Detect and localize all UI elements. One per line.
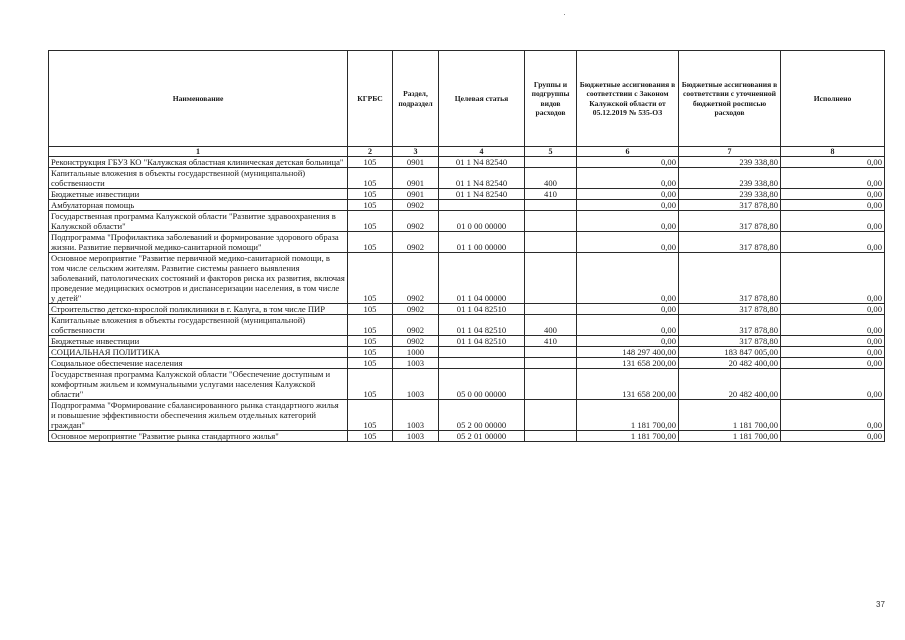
row-group <box>525 211 577 232</box>
row-name: Основное мероприятие "Развитие первичной медико-санитарной помощи, в том числе сельским жителям. Развитие системы раннего выявления заболеваний, патологических состояний и факторов риска их развития, включая проведение медицинских осмотров и диспансеризации населения, в том числе у детей" <box>49 253 348 304</box>
row-executed: 0,00 <box>781 315 885 336</box>
row-kgrbs: 105 <box>348 315 393 336</box>
row-name: Реконструкция ГБУЗ КО "Калужская областная клиническая детская больница" <box>49 157 348 168</box>
column-number: 6 <box>577 147 679 157</box>
column-number-row <box>49 147 885 157</box>
row-group <box>525 253 577 304</box>
header-law-allocations: Бюджетные ассигнования в соответствии с Законом Калужской области от 05.12.2019 № 535-ОЗ <box>577 51 679 147</box>
header-target: Целевая статья <box>439 51 525 147</box>
row-kgrbs: 105 <box>348 431 393 442</box>
row-group <box>525 232 577 253</box>
row-section: 0902 <box>393 315 439 336</box>
table-row <box>49 211 885 232</box>
row-executed: 0,00 <box>781 336 885 347</box>
row-target: 01 1 04 82510 <box>439 336 525 347</box>
row-refined-allocation: 239 338,80 <box>679 168 781 189</box>
row-kgrbs: 105 <box>348 211 393 232</box>
row-kgrbs: 105 <box>348 189 393 200</box>
row-target <box>439 200 525 211</box>
header-group: Группы и подгруппы видов расходов <box>525 51 577 147</box>
row-name: Подпрограмма "Профилактика заболеваний и формирование здорового образа жизни. Развитие первичной медико-санитарной помощи" <box>49 232 348 253</box>
row-refined-allocation: 20 482 400,00 <box>679 358 781 369</box>
table-row <box>49 189 885 200</box>
row-refined-allocation: 317 878,80 <box>679 200 781 211</box>
row-refined-allocation: 239 338,80 <box>679 189 781 200</box>
row-kgrbs: 105 <box>348 200 393 211</box>
row-refined-allocation: 317 878,80 <box>679 253 781 304</box>
table-row <box>49 157 885 168</box>
row-kgrbs: 105 <box>348 358 393 369</box>
row-name: Основное мероприятие "Развитие рынка стандартного жилья" <box>49 431 348 442</box>
row-executed: 0,00 <box>781 157 885 168</box>
row-name: Строительство детско-взрослой поликлиники в г. Калуга, в том числе ПИР <box>49 304 348 315</box>
column-number: 4 <box>439 147 525 157</box>
row-name: Капитальные вложения в объекты государственной (муниципальной) собственности <box>49 168 348 189</box>
row-law-allocation: 0,00 <box>577 232 679 253</box>
column-number: 3 <box>393 147 439 157</box>
row-section: 0902 <box>393 200 439 211</box>
table-row <box>49 369 885 400</box>
row-section: 0901 <box>393 168 439 189</box>
row-law-allocation: 148 297 400,00 <box>577 347 679 358</box>
row-section: 1003 <box>393 358 439 369</box>
table-row <box>49 232 885 253</box>
row-name: Капитальные вложения в объекты государственной (муниципальной) собственности <box>49 315 348 336</box>
row-refined-allocation: 317 878,80 <box>679 232 781 253</box>
column-number: 8 <box>781 147 885 157</box>
row-name: Бюджетные инвестиции <box>49 189 348 200</box>
row-law-allocation: 131 658 200,00 <box>577 358 679 369</box>
table-row <box>49 431 885 442</box>
row-name: Государственная программа Калужской области "Развитие здравоохранения в Калужской области" <box>49 211 348 232</box>
row-law-allocation: 0,00 <box>577 211 679 232</box>
row-name: СОЦИАЛЬНАЯ ПОЛИТИКА <box>49 347 348 358</box>
row-section: 0901 <box>393 157 439 168</box>
row-executed: 0,00 <box>781 304 885 315</box>
row-target: 05 2 00 00000 <box>439 400 525 431</box>
row-target <box>439 347 525 358</box>
row-law-allocation: 1 181 700,00 <box>577 431 679 442</box>
row-kgrbs: 105 <box>348 369 393 400</box>
row-kgrbs: 105 <box>348 336 393 347</box>
row-group <box>525 400 577 431</box>
row-executed: 0,00 <box>781 189 885 200</box>
row-target: 01 1 N4 82540 <box>439 168 525 189</box>
row-refined-allocation: 1 181 700,00 <box>679 400 781 431</box>
column-number: 2 <box>348 147 393 157</box>
row-section: 0901 <box>393 189 439 200</box>
row-executed: 0,00 <box>781 232 885 253</box>
row-kgrbs: 105 <box>348 168 393 189</box>
row-kgrbs: 105 <box>348 232 393 253</box>
row-law-allocation: 0,00 <box>577 304 679 315</box>
row-executed: 0,00 <box>781 358 885 369</box>
row-law-allocation: 0,00 <box>577 336 679 347</box>
header-name: Наименование <box>49 51 348 147</box>
row-refined-allocation: 183 847 005,00 <box>679 347 781 358</box>
row-executed: 0,00 <box>781 211 885 232</box>
row-group: 410 <box>525 336 577 347</box>
table-row <box>49 400 885 431</box>
row-target: 01 1 N4 82540 <box>439 189 525 200</box>
row-executed: 0,00 <box>781 369 885 400</box>
row-group <box>525 369 577 400</box>
row-target: 01 0 00 00000 <box>439 211 525 232</box>
column-number: 1 <box>49 147 348 157</box>
column-number: 7 <box>679 147 781 157</box>
row-target: 01 1 00 00000 <box>439 232 525 253</box>
row-section: 0902 <box>393 211 439 232</box>
row-kgrbs: 105 <box>348 400 393 431</box>
row-section: 0902 <box>393 304 439 315</box>
row-law-allocation: 0,00 <box>577 157 679 168</box>
row-section: 0902 <box>393 232 439 253</box>
row-refined-allocation: 317 878,80 <box>679 336 781 347</box>
row-name: Амбулаторная помощь <box>49 200 348 211</box>
row-section: 1003 <box>393 400 439 431</box>
header-kgrbs: КГРБС <box>348 51 393 147</box>
header-section: Раздел, подраздел <box>393 51 439 147</box>
row-group <box>525 347 577 358</box>
row-executed: 0,00 <box>781 253 885 304</box>
row-refined-allocation: 1 181 700,00 <box>679 431 781 442</box>
row-group <box>525 358 577 369</box>
row-group <box>525 200 577 211</box>
scan-speck <box>564 14 565 15</box>
row-refined-allocation: 317 878,80 <box>679 304 781 315</box>
row-section: 0902 <box>393 253 439 304</box>
row-law-allocation: 1 181 700,00 <box>577 400 679 431</box>
row-target: 01 1 04 00000 <box>439 253 525 304</box>
row-kgrbs: 105 <box>348 157 393 168</box>
row-law-allocation: 0,00 <box>577 200 679 211</box>
row-executed: 0,00 <box>781 168 885 189</box>
header-row <box>49 51 885 147</box>
row-executed: 0,00 <box>781 400 885 431</box>
table-row <box>49 200 885 211</box>
row-name: Социальное обеспечение населения <box>49 358 348 369</box>
row-group <box>525 304 577 315</box>
row-refined-allocation: 239 338,80 <box>679 157 781 168</box>
row-name: Государственная программа Калужской области "Обеспечение доступным и комфортным жильем и коммунальными услугами населения Калужской области" <box>49 369 348 400</box>
budget-table <box>48 50 885 442</box>
row-refined-allocation: 317 878,80 <box>679 315 781 336</box>
table-row <box>49 304 885 315</box>
table-row <box>49 336 885 347</box>
row-target: 01 1 N4 82540 <box>439 157 525 168</box>
header-executed: Исполнено <box>781 51 885 147</box>
row-group: 400 <box>525 315 577 336</box>
row-law-allocation: 0,00 <box>577 253 679 304</box>
row-name: Подпрограмма "Формирование сбалансированного рынка стандартного жилья и повышение эффективности обеспечения жильем отдельных категорий граждан" <box>49 400 348 431</box>
row-kgrbs: 105 <box>348 347 393 358</box>
row-law-allocation: 0,00 <box>577 189 679 200</box>
row-section: 1003 <box>393 431 439 442</box>
row-group: 400 <box>525 168 577 189</box>
row-section: 1000 <box>393 347 439 358</box>
header-refined-allocations: Бюджетные ассигнования в соответствии с уточненной бюджетной росписью расходов <box>679 51 781 147</box>
row-target: 05 0 00 00000 <box>439 369 525 400</box>
page-number: 37 <box>876 600 885 609</box>
row-law-allocation: 0,00 <box>577 168 679 189</box>
row-executed: 0,00 <box>781 347 885 358</box>
table-row <box>49 347 885 358</box>
row-target <box>439 358 525 369</box>
table-row <box>49 168 885 189</box>
row-refined-allocation: 317 878,80 <box>679 211 781 232</box>
row-executed: 0,00 <box>781 200 885 211</box>
row-target: 05 2 01 00000 <box>439 431 525 442</box>
row-kgrbs: 105 <box>348 253 393 304</box>
row-name: Бюджетные инвестиции <box>49 336 348 347</box>
column-number: 5 <box>525 147 577 157</box>
row-group <box>525 157 577 168</box>
row-group: 410 <box>525 189 577 200</box>
table-row <box>49 358 885 369</box>
table-row <box>49 315 885 336</box>
row-section: 0902 <box>393 336 439 347</box>
row-executed: 0,00 <box>781 431 885 442</box>
row-section: 1003 <box>393 369 439 400</box>
row-law-allocation: 0,00 <box>577 315 679 336</box>
row-kgrbs: 105 <box>348 304 393 315</box>
table-row <box>49 253 885 304</box>
row-refined-allocation: 20 482 400,00 <box>679 369 781 400</box>
row-group <box>525 431 577 442</box>
row-law-allocation: 131 658 200,00 <box>577 369 679 400</box>
row-target: 01 1 04 82510 <box>439 315 525 336</box>
row-target: 01 1 04 82510 <box>439 304 525 315</box>
